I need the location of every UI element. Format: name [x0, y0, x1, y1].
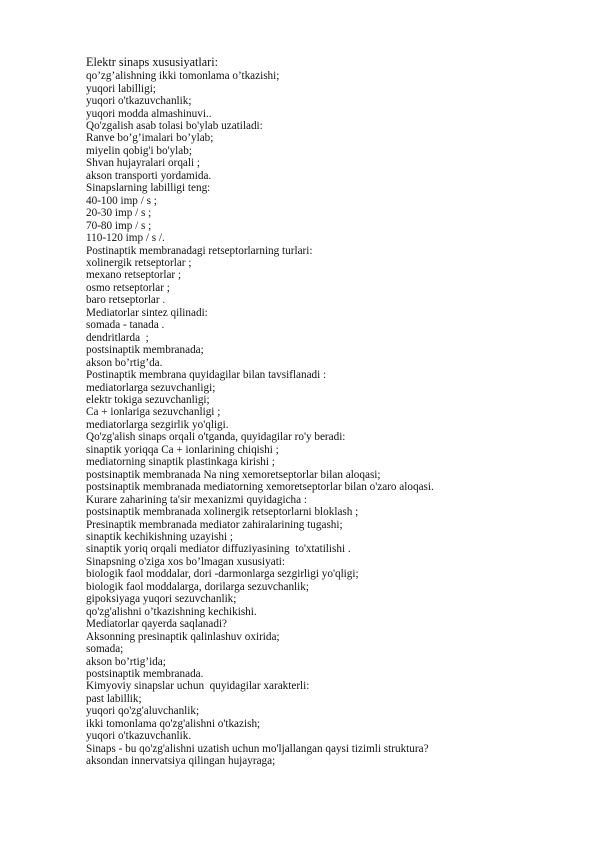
text-line: postsinaptik membranada xolinergik retseptorlarni bloklash ; [86, 506, 359, 519]
text-line: akson bo’rtig’ida; [86, 655, 166, 668]
text-line: yuqori qo'zg'aluvchanlik; [86, 705, 200, 718]
text-line: qo’zg’alishning ikki tomonlama o’tkazishi; [86, 70, 280, 83]
text-line: mediatorning sinaptik plastinkaga kirishi ; [86, 456, 275, 469]
text-line: akson bo’rtig’da. [86, 356, 163, 369]
text-line: yuqori o'tkazuvchanlik; [86, 95, 192, 108]
text-line: osmo retseptorlar ; [86, 281, 170, 294]
text-line: akson transporti yordamida. [86, 169, 212, 182]
text-line: elektr tokiga sezuvchanligi; [86, 393, 210, 406]
text-line: biologik faol moddalarga, dorilarga sezuvchanlik; [86, 580, 309, 593]
text-line: miyelin qobig'i bo'ylab; [86, 144, 192, 157]
text-line: postsinaptik membranada mediatorning xemoretseptorlar bilan o'zaro aloqasi. [86, 481, 434, 494]
text-line: baro retseptorlar . [86, 294, 166, 307]
text-line: Postinaptik membranadagi retseptorlarning turlari: [86, 244, 313, 257]
text-line: somada - tanada . [86, 319, 165, 332]
text-line: Aksonning presinaptik qalinlashuv oxirida; [86, 630, 280, 643]
text-line: sinaptik yoriqqa Ca + ionlarining chiqishi ; [86, 443, 279, 456]
text-line: Kurare zaharining ta'sir mexanizmi quyidagicha : [86, 493, 308, 506]
text-line: mediatorlarga sezuvchanligi; [86, 381, 216, 394]
text-line: Mediatorlar qayerda saqlanadi? [86, 618, 228, 631]
text-line: sinaptik yoriq orqali mediator diffuziyasining to'xtatilishi . [86, 543, 351, 556]
text-line: past labillik; [86, 692, 142, 705]
text-line: 110-120 imp / s /. [86, 232, 165, 245]
text-line: Qo'zgalish asab tolasi bo'ylab uzatiladi: [86, 120, 263, 133]
text-line: postsinaptik membranada; [86, 344, 204, 357]
text-line: Postinaptik membrana quyidagilar bilan tavsiflanadi : [86, 369, 327, 382]
text-line: Shvan hujayralari orqali ; [86, 157, 201, 170]
text-line: postsinaptik membranada. [86, 667, 204, 680]
text-line: somada; [86, 643, 124, 656]
text-line: Sinapslarning labilligi teng: [86, 182, 211, 195]
text-line: yuqori modda almashinuvi.. [86, 107, 212, 120]
document-body [86, 70, 566, 767]
document-title: Elektr sinaps xususiyatlari: [86, 55, 219, 69]
text-line: ikki tomonlama qo'zg'alishni o'tkazish; [86, 717, 261, 730]
text-line: Ca + ionlariga sezuvchanligi ; [86, 406, 221, 419]
text-line: Mediatorlar sintez qilinadi: [86, 306, 208, 319]
text-line: Presinaptik membranada mediator zahiralarining tugashi; [86, 518, 343, 531]
text-line: Qo'zg'alish sinaps orqali o'tganda, quyidagilar ro'y beradi: [86, 431, 346, 444]
text-line: Ranve bo’g’imalari bo’ylab; [86, 132, 214, 145]
text-line: mexano retseptorlar ; [86, 269, 182, 282]
text-line: 70-80 imp / s ; [86, 219, 152, 232]
text-line: biologik faol moddalar, dori -darmonlarga sezgirligi yo'qligi; [86, 568, 359, 581]
text-line: xolinergik retseptorlar ; [86, 257, 192, 269]
text-line: yuqori labilligi; [86, 82, 156, 95]
text-line: mediatorlarga sezgirlik yo'qligi. [86, 418, 229, 431]
text-line: gipoksiyaga yuqori sezuvchanlik; [86, 593, 237, 606]
text-line: postsinaptik membranada Na ning xemoretseptorlar bilan aloqasi; [86, 468, 381, 481]
text-line: qo'zg'alishni o’tkazishning kechikishi. [86, 605, 257, 618]
text-line: Kimyoviy sinapslar uchun quyidagilar xarakterli: [86, 680, 310, 693]
text-line: aksondan innervatsiya qilingan hujayraga; [86, 755, 276, 768]
document-page [86, 56, 566, 768]
text-line: dendritlarda ; [86, 331, 149, 344]
text-line: Sinapsning o'ziga xos bo’lmagan xususiyati: [86, 555, 286, 568]
text-line: 40-100 imp / s ; [86, 194, 157, 207]
text-line: sinaptik kechikishning uzayishi ; [86, 530, 233, 543]
text-line: Sinaps - bu qo'zg'alishni uzatish uchun mo'ljallangan qaysi tizimli struktura? [86, 742, 429, 755]
text-line: yuqori o'tkazuvchanlik. [86, 730, 192, 743]
text-line: 20-30 imp / s ; [86, 207, 152, 220]
